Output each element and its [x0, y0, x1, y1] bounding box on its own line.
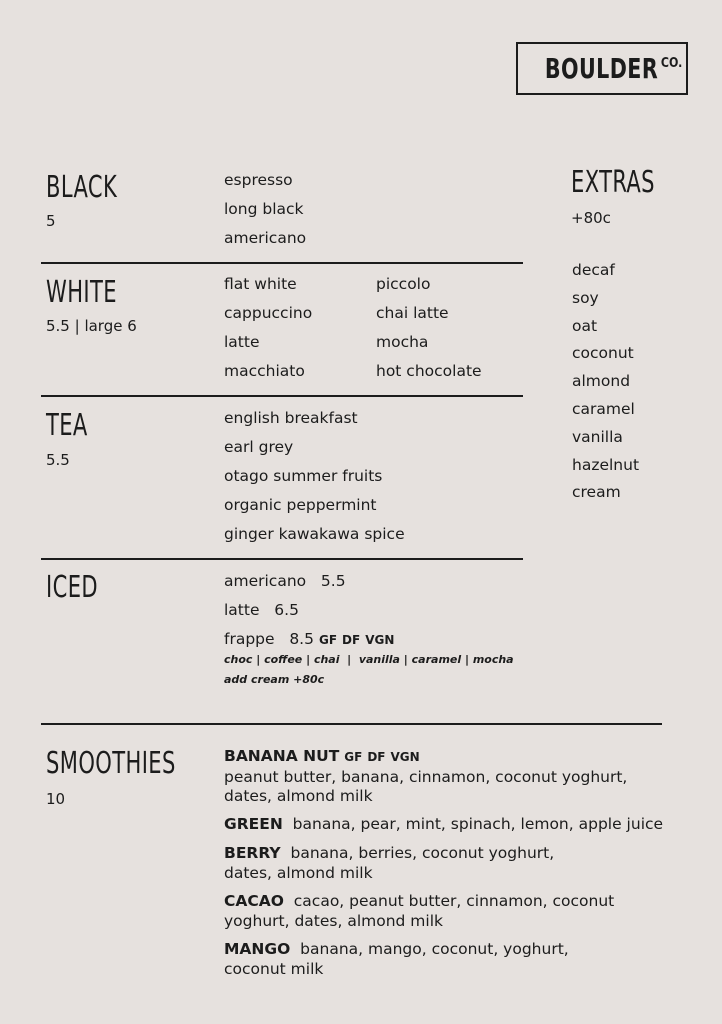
- logo-main-text: BOULDER: [544, 52, 658, 85]
- black-items: [224, 169, 306, 256]
- frappe-flavours: choc | coffee | chai | vanilla | caramel | mocha: [224, 653, 514, 666]
- smoothie-name: MANGO: [224, 940, 291, 958]
- extra-item: coconut: [572, 344, 634, 363]
- tag-vgn: VGN: [365, 633, 395, 647]
- tag-gf: GF: [318, 633, 338, 647]
- menu-item: flat white: [224, 275, 297, 293]
- menu-item: [224, 628, 394, 650]
- boulder-co-logo: [516, 42, 688, 95]
- menu-item: otago summer fruits: [224, 467, 383, 485]
- extra-item: decaf: [572, 261, 615, 279]
- smoothie-name: BERRY: [224, 844, 281, 862]
- add-cream-note: add cream +80c: [224, 673, 325, 686]
- smoothie-item: [224, 844, 604, 883]
- extras-heading: EXTRAS: [571, 165, 655, 200]
- smoothie-item: [224, 940, 574, 979]
- tea-heading: TEA: [46, 408, 88, 443]
- iced-items: [224, 570, 394, 650]
- smoothies-price: 10: [46, 790, 66, 808]
- extra-item: soy: [572, 288, 599, 307]
- extra-item: caramel: [572, 399, 635, 418]
- extra-item: almond: [572, 372, 631, 391]
- smoothie-description: banana, pear, mint, spinach, lemon, apple juice: [292, 815, 664, 833]
- menu-item: english breakfast: [224, 409, 358, 427]
- extras-items: [572, 259, 639, 509]
- tag-gf: GF: [344, 750, 363, 764]
- tea-items: [224, 407, 405, 552]
- menu-item: chai latte: [376, 304, 449, 322]
- menu-item: latte 6.5: [224, 601, 299, 619]
- menu-item: long black: [224, 200, 304, 218]
- extras-price: +80c: [571, 209, 611, 227]
- tag-df: DF: [367, 750, 386, 764]
- extra-item: vanilla: [572, 427, 623, 446]
- menu-item: piccolo: [376, 275, 431, 293]
- smoothie-description: peanut butter, banana, cinnamon, coconut yoghurt, dates, almond milk: [224, 767, 628, 805]
- smoothie-name: BANANA NUT: [224, 747, 340, 765]
- white-items-right: [376, 273, 482, 389]
- divider: [41, 262, 523, 264]
- smoothie-item: [224, 892, 616, 931]
- extra-item: cream: [572, 483, 621, 502]
- logo-sup-text: CO.: [660, 56, 683, 71]
- tea-price: 5.5: [46, 451, 70, 469]
- menu-item: cappuccino: [224, 304, 313, 322]
- white-price: 5.5 | large 6: [46, 317, 137, 335]
- extra-item: oat: [572, 316, 598, 335]
- smoothie-name: GREEN: [224, 815, 283, 833]
- menu-item: latte: [224, 333, 260, 351]
- smoothies-heading: SMOOTHIES: [46, 746, 176, 781]
- smoothie-description: banana, mango, coconut, yoghurt, coconut milk: [224, 940, 569, 978]
- menu-item: hot chocolate: [376, 362, 482, 380]
- menu-item: americano 5.5: [224, 572, 346, 590]
- menu-item: organic peppermint: [224, 496, 377, 514]
- tag-df: DF: [342, 633, 361, 647]
- iced-heading: ICED: [46, 570, 98, 605]
- menu-item: macchiato: [224, 362, 305, 380]
- menu-item: mocha: [376, 333, 429, 351]
- menu-item: ginger kawakawa spice: [224, 525, 405, 543]
- tag-vgn: VGN: [390, 750, 420, 764]
- extra-item: hazelnut: [572, 455, 640, 474]
- smoothie-name: CACAO: [224, 892, 284, 910]
- smoothie-item: [224, 747, 664, 807]
- white-items-left: [224, 273, 312, 389]
- frappe-label: frappe 8.5: [224, 630, 314, 648]
- menu-item: espresso: [224, 171, 293, 189]
- divider: [41, 723, 662, 725]
- smoothie-description: banana, berries, coconut yoghurt, dates, almond milk: [224, 844, 555, 882]
- divider: [41, 395, 523, 397]
- menu-item: earl grey: [224, 438, 294, 456]
- smoothie-item: [224, 815, 664, 835]
- white-heading: WHITE: [46, 275, 117, 310]
- divider: [41, 558, 523, 560]
- black-price: 5: [46, 212, 56, 230]
- menu-item: americano: [224, 229, 307, 247]
- smoothie-description: cacao, peanut butter, cinnamon, coconut yoghurt, dates, almond milk: [224, 892, 615, 930]
- black-heading: BLACK: [46, 170, 118, 205]
